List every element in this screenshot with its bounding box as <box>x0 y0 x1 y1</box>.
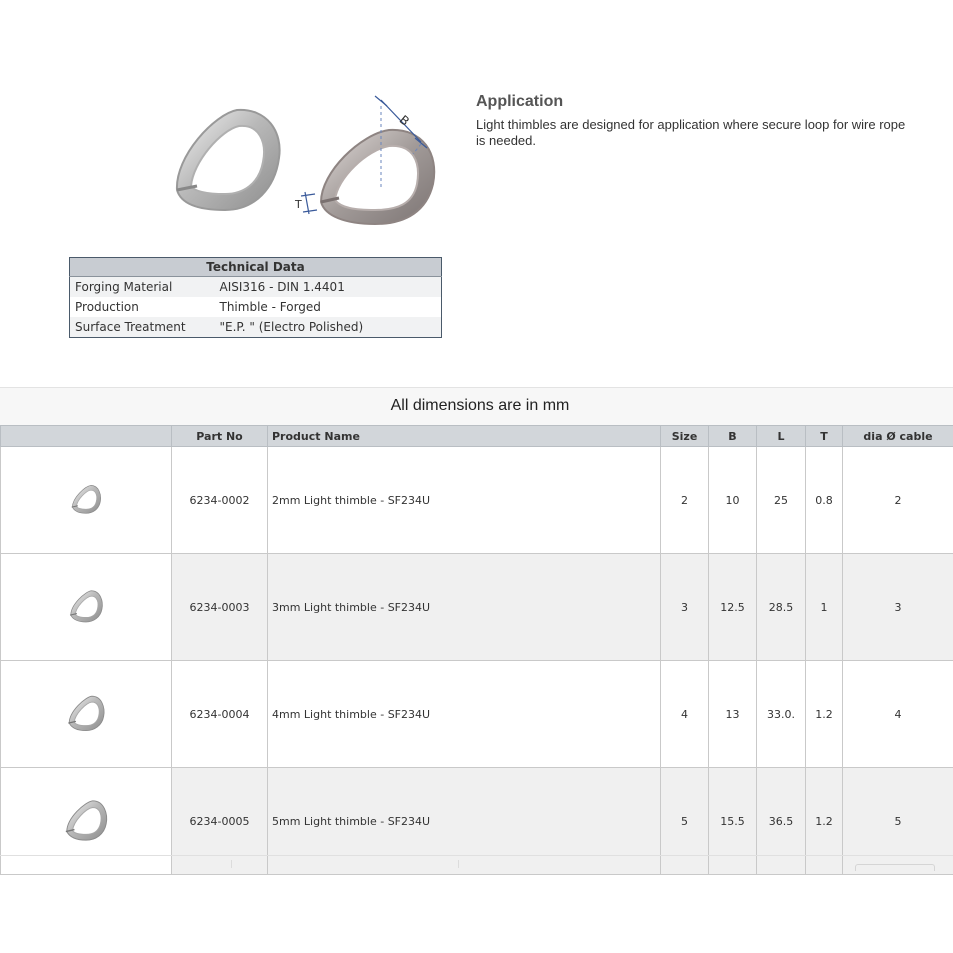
tech-row <box>70 317 442 338</box>
dia-cell: 5 <box>843 768 953 875</box>
l-cell: 36.5 <box>757 768 806 875</box>
b-cell: 10 <box>709 447 757 554</box>
footer-divider <box>458 860 459 868</box>
col-header-l[interactable]: L <box>757 426 806 447</box>
product-name-cell[interactable]: 2mm Light thimble - SF234U <box>268 447 661 554</box>
dimensions-header-row <box>1 426 953 447</box>
size-cell: 4 <box>661 661 709 768</box>
b-cell: 13 <box>709 661 757 768</box>
thimble-icon <box>65 692 107 734</box>
t-cell: 1 <box>806 554 843 661</box>
application-section <box>476 93 916 149</box>
part-no-cell[interactable]: 6234-0005 <box>172 768 268 875</box>
thimble-icon <box>67 587 105 625</box>
technical-data-title: Technical Data <box>70 258 442 277</box>
thimble-icon <box>62 796 110 844</box>
thimble-photo-dimensioned <box>294 96 434 224</box>
application-title: Application <box>476 93 564 110</box>
product-thumbnail[interactable] <box>1 447 172 554</box>
tech-value: AISI316 - DIN 1.4401 <box>220 277 442 298</box>
part-no-cell[interactable]: 6234-0002 <box>172 447 268 554</box>
table-row[interactable] <box>1 447 953 554</box>
size-cell: 5 <box>661 768 709 875</box>
tech-value: Thimble - Forged <box>219 300 321 314</box>
product-thumbnail[interactable] <box>1 661 172 768</box>
product-image <box>175 92 455 232</box>
dia-cell: 4 <box>843 661 953 768</box>
part-no-cell[interactable]: 6234-0003 <box>172 554 268 661</box>
dimensions-table <box>0 425 953 875</box>
product-name-cell[interactable]: 4mm Light thimble - SF234U <box>268 661 661 768</box>
t-cell: 1.2 <box>806 768 843 875</box>
b-cell: 12.5 <box>709 554 757 661</box>
table-row[interactable] <box>1 661 953 768</box>
technical-data-table <box>69 257 442 338</box>
dimension-label-t: T <box>295 198 302 211</box>
l-cell: 28.5 <box>757 554 806 661</box>
dimension-label-b: B <box>396 112 413 129</box>
thimble-photo-front <box>177 110 280 210</box>
dia-cell: 3 <box>843 554 953 661</box>
size-cell: 2 <box>661 447 709 554</box>
footer-button[interactable] <box>855 864 935 871</box>
col-header-b[interactable]: B <box>709 426 757 447</box>
dia-cell: 2 <box>843 447 953 554</box>
l-cell: 25 <box>757 447 806 554</box>
application-text: Light thimbles are designed for application where secure loop for wire rope is needed. <box>476 117 906 148</box>
product-thumbnail[interactable] <box>1 554 172 661</box>
thimble-icon <box>69 482 103 516</box>
col-header-part-no[interactable]: Part No <box>172 426 268 447</box>
table-row[interactable] <box>1 554 953 661</box>
tech-label: Surface Treatment <box>70 317 220 338</box>
tech-row <box>70 297 442 317</box>
tech-value: "E.P. " (Electro Polished) <box>220 317 442 338</box>
t-cell: 0.8 <box>806 447 843 554</box>
dimensions-note: All dimensions are in mm <box>390 397 570 414</box>
tech-label: Forging Material <box>70 277 220 298</box>
product-name-cell[interactable]: 3mm Light thimble - SF234U <box>268 554 661 661</box>
l-cell: 33.0. <box>757 661 806 768</box>
b-cell: 15.5 <box>709 768 757 875</box>
table-footer-strip <box>0 855 953 868</box>
tech-label: Production <box>75 300 139 314</box>
size-cell: 3 <box>661 554 709 661</box>
col-header-product-name[interactable]: Product Name <box>268 426 661 447</box>
t-cell: 1.2 <box>806 661 843 768</box>
part-no-cell[interactable]: 6234-0004 <box>172 661 268 768</box>
col-header-size[interactable]: Size <box>661 426 709 447</box>
col-header-dia[interactable]: dia Ø cable <box>843 426 953 447</box>
col-header-image <box>1 426 172 447</box>
product-name-cell[interactable]: 5mm Light thimble - SF234U <box>268 768 661 875</box>
footer-divider <box>231 860 232 868</box>
tech-row <box>70 277 442 298</box>
col-header-t[interactable]: T <box>806 426 843 447</box>
